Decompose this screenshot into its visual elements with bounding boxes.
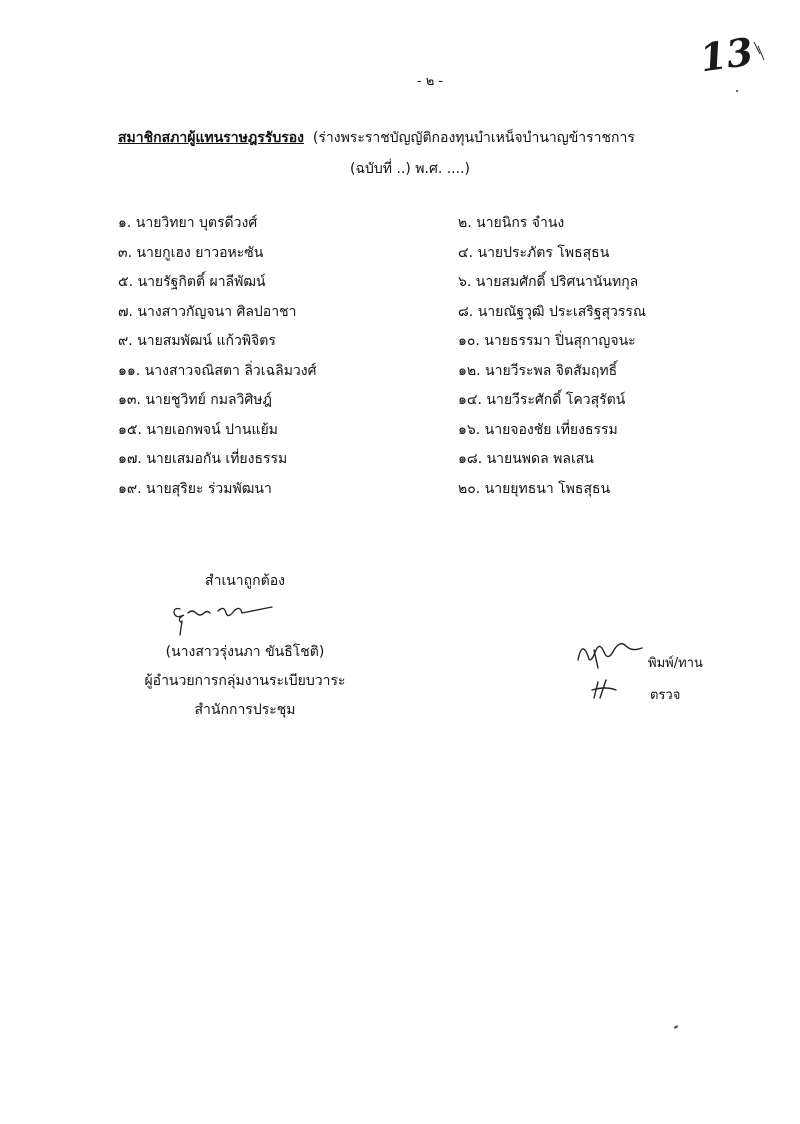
member-item: ๑๒. นายวีระพล จิตสัมฤทธิ์: [458, 362, 618, 379]
member-item: ๑๐. นายธรรมา ปิ่นสุกาญจนะ: [458, 333, 636, 349]
member-item: ๑๕. นายเอกพจน์ ปานแย้ม: [118, 421, 278, 438]
handwritten-initials: [572, 636, 652, 706]
page-number: - ๒ -: [416, 74, 444, 89]
heading: [118, 128, 718, 148]
member-item: ๗. นางสาวกัญจนา ศิลปอาชา: [118, 303, 297, 320]
member-item: ๓. นายกูเฮง ยาวอหะซัน: [118, 244, 264, 261]
typed-label: พิมพ์/ทาน: [648, 656, 703, 671]
member-item: ๒. นายนิกร จำนง: [458, 215, 565, 231]
member-item: ๑๘. นายนพดล พลเสน: [458, 451, 594, 467]
member-item: ๑๓. นายชูวิทย์ กมลวิศิษฎ์: [118, 392, 272, 408]
member-item: ๘. นายณัฐวุฒิ ประเสริฐสุวรรณ: [458, 303, 646, 320]
member-list: [118, 212, 678, 507]
handwritten-signature: [120, 599, 370, 641]
heading-label: สมาชิกสภาผู้แทนราษฎรรับรอง: [118, 130, 304, 146]
member-item: ๑๔. นายวีระศักดิ์ โควสุรัตน์: [458, 392, 626, 408]
member-item: ๑๖. นายจองชัย เที่ยงธรรม: [458, 421, 618, 438]
member-item: ๖. นายสมศักดิ์ ปริศนานันทกุล: [458, 274, 639, 290]
certifier-position: ผู้อำนวยการกลุ่มงานระเบียบวาระ: [144, 673, 346, 689]
certifier-office: สำนักการประชุม: [194, 702, 296, 718]
heading-text: (ร่างพระราชบัญญัติกองทุนบำเหน็จบำนาญข้าราชการ: [312, 130, 635, 146]
certified-copy-label: สำเนาถูกต้อง: [205, 573, 285, 589]
member-item: ๒๐. นายยุทธนา โพธสุธน: [458, 480, 611, 497]
speck: [674, 1025, 678, 1029]
member-item: ๑๗. นายเสมอกัน เที่ยงธรรม: [118, 451, 288, 467]
folio-number: 13: [697, 28, 756, 81]
member-item: ๔. นายประภัตร โพธสุธน: [458, 244, 610, 261]
member-item: ๙. นายสมพัฒน์ แก้วพิจิตร: [118, 333, 276, 349]
initials-stamp: [572, 636, 772, 716]
certifier-name: (นางสาวรุ่งนภา ขันธิโชติ): [165, 644, 325, 660]
heading-subtext: (ฉบับที่ ..) พ.ศ. ....): [350, 161, 470, 177]
member-item: ๑๑. นางสาวจณิสตา ลิ่วเฉลิมวงศ์: [118, 362, 317, 379]
member-item: ๑. นายวิทยา บุตรดีวงศ์: [118, 215, 258, 231]
certification-block: [120, 570, 370, 728]
checked-label: ตรวจ: [650, 688, 681, 703]
member-item: ๕. นายรัฐกิตติ์ ผาลีพัฒน์: [118, 274, 266, 290]
member-item: ๑๙. นายสุริยะ ร่วมพัฒนา: [118, 480, 272, 497]
